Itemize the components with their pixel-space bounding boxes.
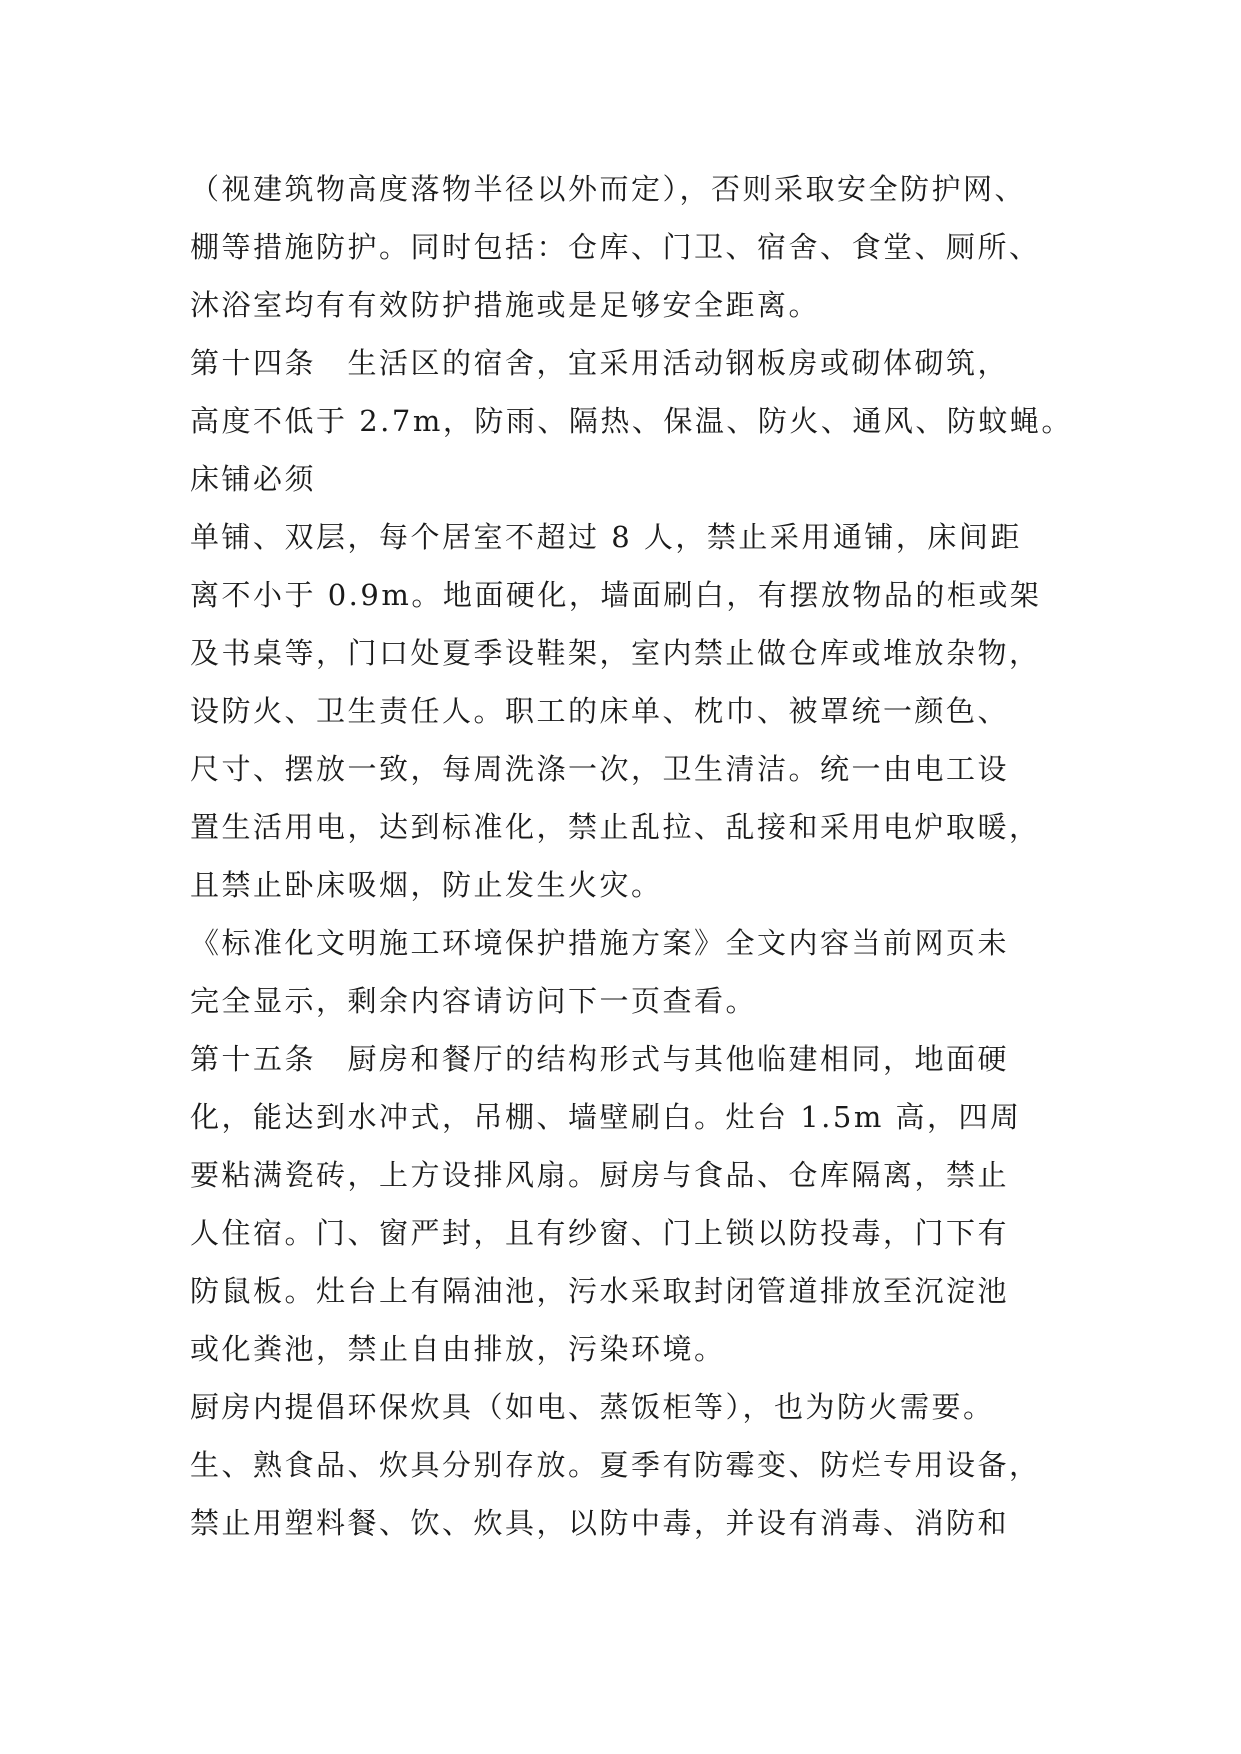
text-line: 第十五条 厨房和餐厅的结构形式与其他临建相同，地面硬 bbox=[190, 1042, 1010, 1076]
text-line: 要粘满瓷砖，上方设排风扇。厨房与食品、仓库隔离，禁止 bbox=[190, 1158, 1010, 1192]
text-line: （视建筑物高度落物半径以外而定），否则采取安全防护网、 bbox=[190, 172, 1027, 206]
document-body bbox=[190, 160, 1073, 1552]
notice-line: 《标准化文明施工环境保护措施方案》全文内容当前网页未 bbox=[190, 926, 1010, 960]
text-line: 禁止用塑料餐、饮、炊具，以防中毒，并设有消毒、消防和 bbox=[190, 1506, 1010, 1540]
text-line: 置生活用电，达到标准化，禁止乱拉、乱接和采用电炉取暖， bbox=[190, 810, 1041, 844]
text-line: 高度不低于 2.7m，防雨、隔热、保温、防火、通风、防蚊蝇。 bbox=[190, 404, 1073, 438]
text-line: 棚等措施防护。同时包括：仓库、门卫、宿舍、食堂、厕所、 bbox=[190, 230, 1041, 264]
notice-line: 完全显示，剩余内容请访问下一页查看。 bbox=[190, 984, 758, 1018]
text-line: 或化粪池，禁止自由排放，污染环境。 bbox=[190, 1332, 726, 1366]
text-line: 第十四条 生活区的宿舍，宜采用活动钢板房或砌体砌筑， bbox=[190, 346, 1010, 380]
text-line: 离不小于 0.9m。地面硬化，墙面刷白，有摆放物品的柜或架 bbox=[190, 578, 1042, 612]
text-line: 生、熟食品、炊具分别存放。夏季有防霉变、防烂专用设备， bbox=[190, 1448, 1041, 1482]
text-line: 及书桌等，门口处夏季设鞋架，室内禁止做仓库或堆放杂物， bbox=[190, 636, 1041, 670]
text-line: 厨房内提倡环保炊具（如电、蒸饭柜等），也为防火需要。 bbox=[190, 1390, 995, 1424]
text-line: 尺寸、摆放一致，每周洗涤一次，卫生清洁。统一由电工设 bbox=[190, 752, 1010, 786]
text-line: 沐浴室均有有效防护措施或是足够安全距离。 bbox=[190, 288, 821, 322]
text-line: 且禁止卧床吸烟，防止发生火灾。 bbox=[190, 868, 663, 902]
text-line: 单铺、双层，每个居室不超过 8 人，禁止采用通铺，床间距 bbox=[190, 520, 1022, 554]
text-line: 防鼠板。灶台上有隔油池，污水采取封闭管道排放至沉淀池 bbox=[190, 1274, 1010, 1308]
text-line: 化，能达到水冲式，吊棚、墙壁刷白。灶台 1.5m 高，四周 bbox=[190, 1100, 1022, 1134]
text-line: 床铺必须 bbox=[190, 462, 317, 496]
text-line: 设防火、卫生责任人。职工的床单、枕巾、被罩统一颜色、 bbox=[190, 694, 1010, 728]
text-line: 人住宿。门、窗严封，且有纱窗、门上锁以防投毒，门下有 bbox=[190, 1216, 1010, 1250]
